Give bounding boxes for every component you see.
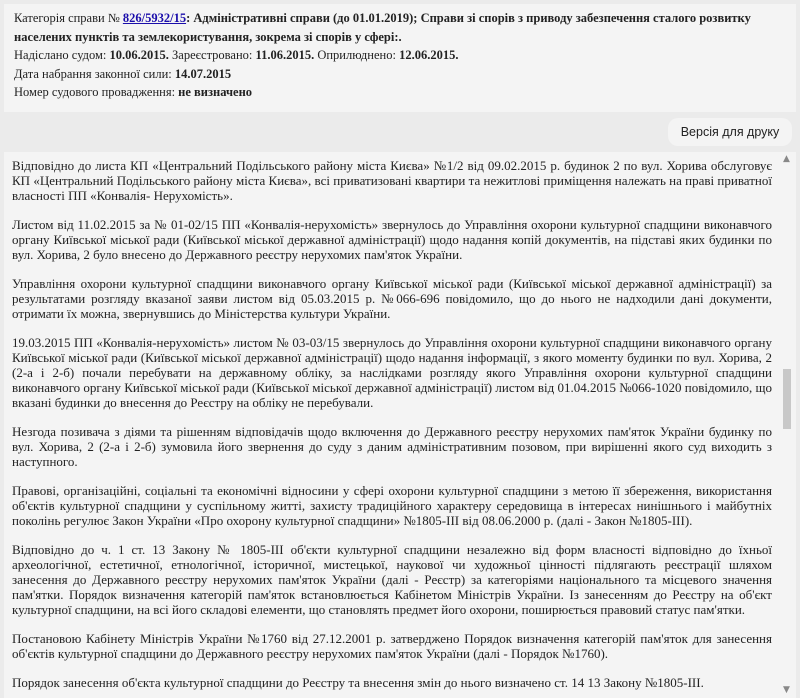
effective-label: Дата набрання законної сили: xyxy=(14,66,172,81)
paragraph: Відповідно до листа КП «Центральний Подільського району міста Києва» №1/2 від 09.02.2015 р. будинок 2 по вул. Хорива обслуговує КП «Центральний Подільського району міста Києва», всі приватизовані квартири та нежитлові приміщення належать на праві приватної власності ПП «Конвалія- Нерухомість». xyxy=(12,158,772,203)
proceeding-label: Номер судового провадження: xyxy=(14,85,176,99)
sent-label: Надіслано судом: xyxy=(14,48,107,62)
print-version-button[interactable]: Версія для друку xyxy=(668,118,792,146)
category-text: : Адміністративні справи (до 01.01.2019); Справи зі спорів з приводу забезпечення сталого розвитку населених пунктів та землекористування, зокрема зі спорів у сфері:. xyxy=(14,11,751,44)
case-category xyxy=(14,9,786,46)
document-text-panel xyxy=(4,152,796,698)
proceeding-value: не визначено xyxy=(178,85,253,99)
effective-date-row xyxy=(14,65,786,84)
scrollbar[interactable] xyxy=(779,152,794,698)
sent-date: 10.06.2015. xyxy=(109,48,169,62)
paragraph: Порядок занесення об'єкта культурної спадщини до Реєстру та внесення змін до нього визначено ст. 14 13 Закону №1805-ІІІ. xyxy=(12,675,704,690)
paragraph: Постановою Кабінету Міністрів України №1760 від 27.12.2001 р. затверджено Порядок визначення категорій пам'яток для занесення об'єктів культурної спадщини до Державного реєстру нерухомих пам'яток України (далі - Порядок №1760). xyxy=(12,631,772,661)
paragraph: Незгода позивача з діями та рішенням відповідачів щодо включення до Державного реєстру нерухомих пам'яток України будинку по вул. Хорива, 2 (2-а і 2-б) зумовила його звернення до суду з даним адміністративним позовом, при вирішенні якого суд виходить з наступного. xyxy=(12,424,772,469)
paragraph: Управління охорони культурної спадщини виконавчого органу Київської міської ради (Київської міської державної адміністрації) за результатами розгляду вказаної заяви листом від 05.03.2015 р. №066-696 повідомило, що до нього не надходили дані документи, отримати їх можна, звернувшись до Міністерства культури України. xyxy=(12,276,772,321)
case-dates xyxy=(14,46,786,65)
scrollbar-thumb[interactable] xyxy=(783,369,791,429)
published-date: 12.06.2015. xyxy=(399,48,459,62)
effective-date: 14.07.2015 xyxy=(174,66,232,81)
registered-date: 11.06.2015. xyxy=(255,48,315,62)
published-label: Оприлюднено: xyxy=(317,48,396,62)
scroll-up-arrow-icon[interactable]: ▲ xyxy=(783,154,790,164)
paragraph: Правові, організаційні, соціальні та економічні відносини у сфері охорони культурної спадщини з метою її збереження, використання об'єктів культурної спадщини у суспільному житті, захисту традиційного характеру середовища в інтересах нинішнього і майбутніх поколінь регулює Закон України «Про охорону культурної спадщини» №1805-ІІІ від 08.06.2000 р. (далі - Закон №1805-ІІІ). xyxy=(12,483,772,528)
scroll-down-arrow-icon[interactable]: ▼ xyxy=(783,685,790,695)
paragraph: Відповідно до ч. 1 ст. 13 Закону № 1805-ІІІ об'єкти культурної спадщини незалежно від форм власності відповідно до їхньої археологічної, естетичної, етнологічної, історичної, мистецької, наукової чи художньої цінності підлягають реєстрації шляхом занесення до Державного реєстру нерухомих пам'яток України (далі - Реєстр) за категоріями національного та місцевого значення пам'ятки. Порядок визначення категорій пам'яток встановлюється Кабінетом Міністрів України. Із занесенням до Реєстру на об'єкт культурної спадщини, на всі його складові елементи, що становлять предмет його охорони, поширюється правовий статус пам'ятки. xyxy=(12,542,772,617)
case-number-link[interactable]: 826/5932/15 xyxy=(122,11,187,25)
paragraph: Листом від 11.02.2015 за № 01-02/15 ПП «Конвалія-нерухомість» звернулось до Управління охорони культурної спадщини виконавчого органу Київської міської ради (Київської міської державної адміністрації) щодо надання копій документів, на підставі яких будинки по вул. Хорива, 2 було внесено до Державного реєстру нерухомих пам'яток України. xyxy=(12,217,772,262)
category-label: Категорія справи № xyxy=(14,11,120,25)
registered-label: Зареєстровано: xyxy=(172,48,253,62)
document-body xyxy=(12,158,772,690)
paragraph: 19.03.2015 ПП «Конвалія-нерухомість» листом № 03-03/15 звернулось до Управління охорони культурної спадщини виконавчого органу Київської міської ради (Київської міської державної адміністрації) щодо надання інформації, з якого моменту будинки по вул. Хорива, 2 (2-а і 2-б) почали перебувати на державному обліку, за наслідками розгляду якого Управління охорони культурної спадщини виконавчого органу Київської міської ради (Київської міської державної адміністрації) листом від 01.04.2015 №066-1020 повідомило, що вказані будинки до внесення до Реєстру на обліку не перебували. xyxy=(12,335,772,410)
proceeding-row xyxy=(14,83,786,102)
case-info-panel xyxy=(4,4,796,112)
